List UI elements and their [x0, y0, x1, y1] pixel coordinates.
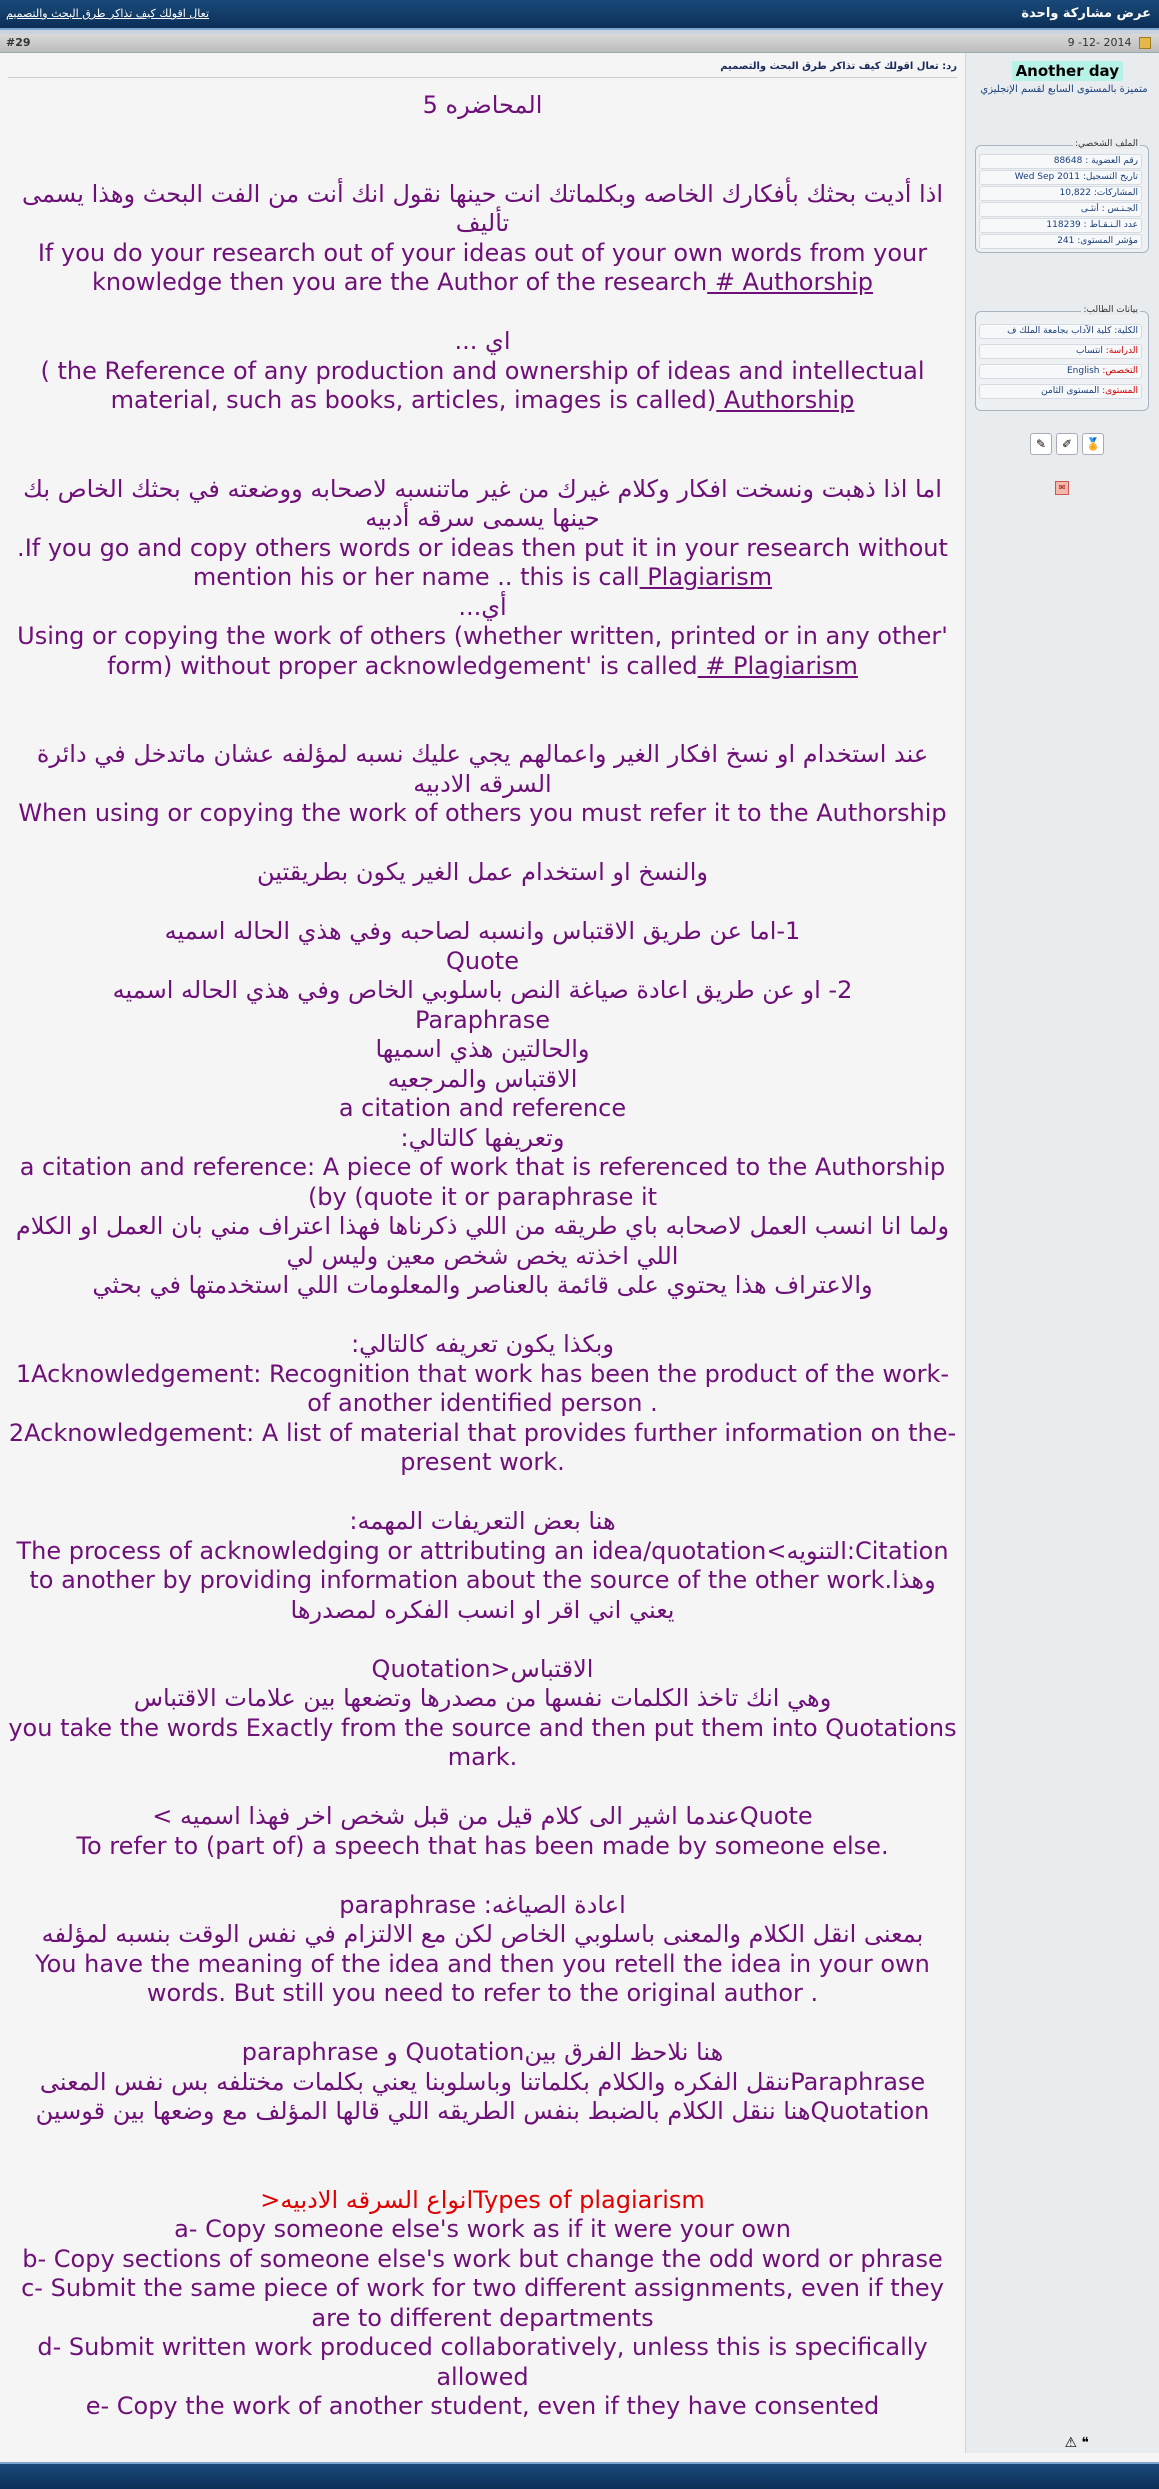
- profile-field-value: 10,822: [1059, 188, 1092, 198]
- post-text-line: .If you go and copy others words or ideas then put it in your research without mention his or her name .. this is call Plagiarism: [17, 533, 948, 591]
- post-text-line: 2Acknowledgement: A list of material that provides further information on the- present work.: [8, 1418, 957, 1476]
- user-title: متميزة بالمستوى السابع لقسم الإنجليزي: [980, 84, 1148, 95]
- thread-link[interactable]: تعال اقولك كيف تذاكر طرق البحث والتصميم: [6, 7, 210, 20]
- profile-field-value: 118239: [1046, 220, 1081, 230]
- post-text-line: Paraphraseننقل الفكره والكلام بكلماتنا وباسلوبنا يعني بكلمات مختلفه بس نفس المعنى: [39, 2067, 926, 2096]
- post-text-line: Types of plagiarismانواع السرقه الادبيه<: [260, 2185, 705, 2214]
- student-field-label: المستوى:: [1099, 386, 1138, 396]
- blank-line: [0, 150, 965, 180]
- post-action-icons: [1064, 2435, 1089, 2451]
- post-link[interactable]: # Authorship: [707, 268, 873, 296]
- blank-line: [0, 1773, 965, 1803]
- student-field-label: التخصص:: [1099, 366, 1138, 376]
- profile-field-label: المشاركات:: [1091, 188, 1138, 198]
- post-text-line: When using or copying the work of others you must refer it to the Authorship: [18, 799, 947, 827]
- post-text-line: a citation and reference: A piece of work that is referenced to the Authorship (by (quote it or paraphrase it: [19, 1153, 946, 1211]
- student-box: [975, 305, 1149, 411]
- student-field-value: المستوى الثامن: [1041, 386, 1100, 396]
- profile-box: [975, 139, 1149, 253]
- post-text-line: you take the words Exactly from the source and then put them into Quotations mark.: [8, 1713, 957, 1771]
- profile-field-value: 241: [1057, 236, 1075, 246]
- student-field-value: انتساب: [1075, 346, 1103, 356]
- profile-field: [979, 202, 1142, 217]
- post-text-line: اعادة الصياغه: paraphrase: [339, 1890, 626, 1919]
- post-header: [0, 34, 1159, 53]
- post-link[interactable]: # Plagiarism: [697, 651, 858, 680]
- post-text-line: e- Copy the work of another student, even if they have consented: [85, 2392, 880, 2420]
- blank-line: [0, 445, 965, 475]
- blank-line: [0, 1478, 965, 1508]
- medal-icon[interactable]: 🏅: [1082, 433, 1104, 455]
- post-text-line: c- Submit the same piece of work for two different assignments, even if they are to different departments: [21, 2274, 944, 2332]
- profile-field: [979, 218, 1142, 233]
- post-text-line: Paraphrase: [415, 1005, 550, 1034]
- post-body: [0, 53, 965, 2453]
- window-title: عرض مشاركة واحدة: [1021, 6, 1151, 21]
- blank-line: [0, 888, 965, 918]
- warning-icon[interactable]: ⚠: [1064, 2435, 1077, 2451]
- post-number[interactable]: #29: [6, 36, 31, 49]
- post-link[interactable]: Plagiarism: [639, 563, 773, 591]
- blank-line: [0, 1625, 965, 1655]
- post-text-line: 1Acknowledgement: Recognition that work has been the product of the work- of another identified person .: [15, 1359, 950, 1417]
- profile-field: [979, 234, 1142, 249]
- post-icon: [1139, 37, 1151, 49]
- post-text-line: والاعتراف هذا يحتوي على قائمة بالعناصر والمعلومات اللي استخدمتها في بحثي: [92, 1271, 873, 1299]
- divider: [8, 77, 957, 78]
- profile-field-label: مؤشر المستوى:: [1074, 236, 1138, 246]
- post-text-line: يعني اني اقر او انسب الفكره لمصدرها: [290, 1595, 675, 1624]
- blank-line: [0, 1861, 965, 1891]
- post-text-line: a citation and reference: [338, 1094, 627, 1122]
- post-date: [1068, 36, 1151, 49]
- student-field: [979, 344, 1142, 359]
- blank-line: [0, 416, 965, 446]
- blank-line: [0, 1301, 965, 1331]
- username[interactable]: Another day: [1012, 61, 1123, 81]
- post-text-line: المحاضره 5: [422, 91, 543, 119]
- post-text-line: To refer to (part of) a speech that has been made by someone else.: [76, 1831, 889, 1860]
- profile-field-label: الجـنـس :: [1098, 204, 1138, 214]
- blank-line: [0, 711, 965, 741]
- post-text-line: اذا أديت بحثك بأفكارك الخاصه وبكلماتك انت حينها نقول انك أنت من الفت البحث وهذا يسمى تأليف: [21, 179, 944, 237]
- blank-line: [0, 681, 965, 711]
- post-text-line: الاقتباس<Quotation: [371, 1654, 594, 1683]
- student-field-value: English: [1067, 366, 1100, 376]
- post-text-line: d- Submit written work produced collaboratively, unless this is specifically allowed: [37, 2333, 928, 2391]
- profile-field: [979, 170, 1142, 185]
- post-text-line: Quoteعندما اشير الى كلام قيل من قبل شخص اخر فهذا اسميه >: [152, 1802, 813, 1830]
- post-text-line: 1-اما عن طريق الاقتباس وانسبه لصاحبه وفي هذي الحاله اسميه: [164, 917, 801, 945]
- blank-line: [0, 829, 965, 859]
- profile-field: [979, 186, 1142, 201]
- post-text-line: Quotationهنا ننقل الكلام بالضبط بنفس الطريقه اللي قالها المؤلف مع وضعها بين قوسين: [35, 2097, 930, 2125]
- blank-line: [0, 2009, 965, 2039]
- student-field: [979, 324, 1142, 339]
- post-text-line: والنسخ او استخدام عمل الغير يكون بطريقتين: [257, 858, 708, 886]
- profile-field-label: تاريخ التسجيل:: [1080, 172, 1138, 182]
- student-field: [979, 364, 1142, 379]
- blank-line: [0, 2127, 965, 2157]
- post-date-text: 2014 -12- 9: [1067, 36, 1132, 49]
- post-text-line: هنا بعض التعريفات المهمه:: [349, 1507, 616, 1535]
- post-text-line: The process of acknowledging or attributing an idea/quotation<التنويه:Citation to another by providing information about the source of the other work.وهذا: [16, 1536, 949, 1594]
- post-text-line: اي ...: [454, 327, 511, 355]
- post-text-line: بمعنى انقل الكلام والمعنى باسلوبي الخاص لكن مع الالتزام في نفس الوقت بنسبه لمؤلفه: [41, 1920, 924, 1948]
- post-text-line: عند استخدام او نسخ افكار الغير واعمالهم يجي عليك نسبه لمؤلفه عشان ماتدخل في دائرة السرقه الادبيه: [36, 740, 929, 798]
- blank-line: [0, 121, 965, 151]
- edit-icon[interactable]: ✐: [1056, 433, 1078, 455]
- blank-line: [0, 298, 965, 328]
- post-text-line: Using or copying the work of others (whether written, printed or in any other' form) without proper acknowledgement' is called # Plagiarism: [17, 622, 948, 680]
- blank-line: [0, 2156, 965, 2186]
- post-content: [0, 91, 965, 2422]
- profile-field: [979, 154, 1142, 169]
- student-field-label: الكلية:: [1111, 326, 1138, 336]
- post-text-line: اما اذا ذهبت ونسخت افكار وكلام غيرك من غير ماتنسبه لاصحابه ووضعته في بحثك الخاص بك حينها يسمى سرقه أدبيه: [23, 474, 942, 532]
- post-text-line: You have the meaning of the idea and then you retell the idea in your own words. But still you need to refer to the original author .: [35, 1949, 930, 2007]
- post-text-line: 2- او عن طريق اعادة صياغة النص باسلوبي الخاص وفي هذي الحاله اسميه: [112, 976, 853, 1004]
- user-sidebar: [965, 53, 1159, 2453]
- profile-field-value: أنثـى: [1080, 204, 1099, 214]
- post-text-line: b- Copy sections of someone else's work but change the odd word or phrase: [22, 2244, 943, 2273]
- pencil-icon[interactable]: ✎: [1030, 433, 1052, 455]
- post-text-line: الاقتباس والمرجعيه: [387, 1064, 578, 1093]
- profile-field-value: 88648: [1053, 156, 1083, 166]
- post-text-line: وبكذا يكون تعريفه كالتالي:: [351, 1330, 614, 1358]
- post-link[interactable]: Authorship: [716, 386, 855, 414]
- post-text-line: وتعريفها كالتالي:: [400, 1123, 565, 1152]
- post-text-line: Quote: [446, 946, 519, 975]
- profile-field-label: عدد الـنـقـاط :: [1080, 220, 1138, 230]
- student-field: [979, 384, 1142, 399]
- footer-bar: [0, 2462, 1159, 2489]
- profile-field-value: Wed Sep 2011: [1014, 172, 1080, 182]
- title-bar: [0, 0, 1159, 30]
- post-text-line: أي...: [458, 592, 507, 621]
- profile-field-label: رقم العضوية :: [1082, 156, 1138, 166]
- profile-legend: الملف الشخصي:: [1074, 139, 1138, 149]
- quote-icon[interactable]: ❝: [1081, 2435, 1089, 2451]
- post-text-line: هنا نلاحظ الفرق بينQuotation و paraphrase: [241, 2038, 724, 2066]
- student-legend: بيانات الطالب:: [1083, 305, 1138, 315]
- student-field-value: كلية الآداب بجامعة الملك ف: [1007, 326, 1112, 336]
- reply-title: رد: تعال اقولك كيف تذاكر طرق البحث والتصميم: [720, 61, 957, 72]
- post-text-line: ( the Reference of any production and ownership of ideas and intellectual material, such as books, articles, images is called) Authorship: [40, 356, 925, 414]
- user-icons: [1026, 433, 1104, 455]
- student-field-label: الدراسة:: [1102, 346, 1138, 356]
- post-text-line: وهي انك تاخذ الكلمات نفسها من مصدرها وتضعها بين علامات الاقتباس: [133, 1684, 832, 1712]
- post-text-line: If you do your research out of your ideas out of your own words from your knowledge then you are the Author of the research # Authorship: [37, 238, 928, 296]
- post-text-line: ولما انا انسب العمل لاصحابه باي طريقه من اللي ذكرناها فهذا اعتراف مني بان العمل او الكلام اللي اخذته يخص شخص معين وليس لي: [15, 1212, 950, 1270]
- report-icon[interactable]: ✉: [1055, 481, 1069, 495]
- post-text-line: والحالتين هذي اسميها: [375, 1035, 590, 1063]
- post-text-line: a- Copy someone else's work as if it were your own: [174, 2215, 791, 2243]
